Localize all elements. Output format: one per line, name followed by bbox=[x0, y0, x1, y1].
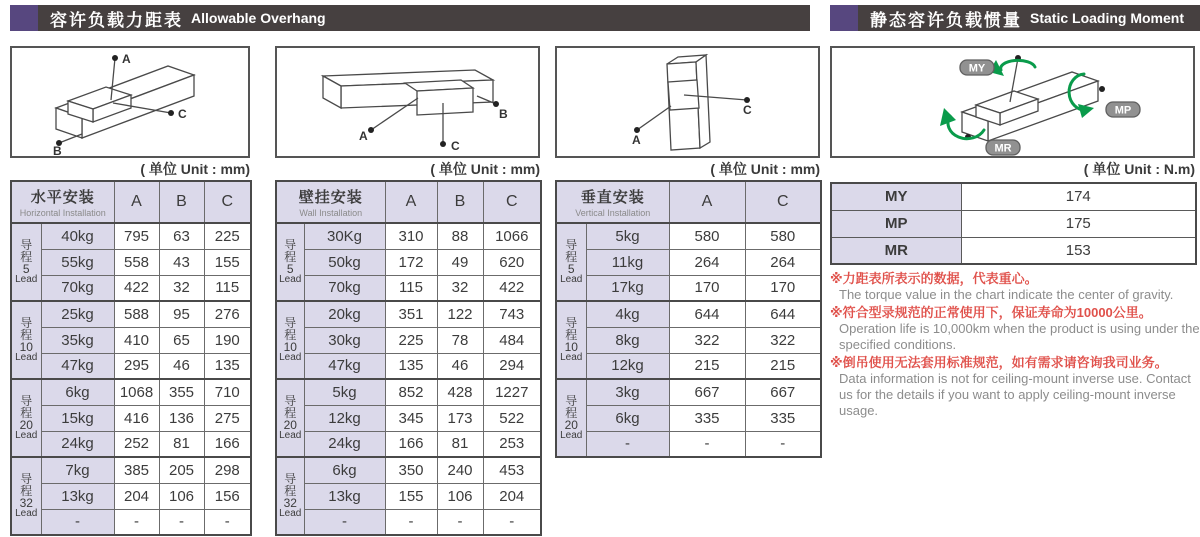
lead-line: 程 bbox=[20, 327, 33, 342]
weight-cell: 6kg bbox=[586, 405, 669, 431]
table-row bbox=[556, 249, 821, 275]
value-a: 580 bbox=[669, 223, 745, 249]
value-a: 350 bbox=[385, 457, 437, 483]
value-a: 225 bbox=[385, 327, 437, 353]
table-row bbox=[556, 353, 821, 379]
table-row bbox=[831, 237, 1196, 264]
table-row bbox=[11, 431, 251, 457]
value-c: 156 bbox=[204, 483, 251, 509]
lead-line: 程 bbox=[284, 327, 297, 342]
lead-group-label bbox=[11, 301, 41, 379]
weight-cell: 40kg bbox=[41, 223, 114, 249]
panel-horizontal bbox=[10, 0, 250, 537]
value-b: 88 bbox=[437, 223, 483, 249]
table-title-en: Wall Installation bbox=[299, 208, 363, 218]
lead-line: 导 bbox=[284, 237, 297, 252]
table-row bbox=[11, 457, 251, 483]
value-c: 422 bbox=[483, 275, 541, 301]
lead-line: 10 bbox=[564, 340, 578, 355]
table-row bbox=[276, 223, 541, 249]
unit-label: ( 单位 Unit : N.m) bbox=[1083, 161, 1195, 177]
table-title bbox=[11, 181, 114, 223]
lead-line: 导 bbox=[565, 393, 578, 408]
value-c: 225 bbox=[204, 223, 251, 249]
value-c: 620 bbox=[483, 249, 541, 275]
moment-label: MR bbox=[831, 237, 961, 264]
my-rotation-arrow bbox=[1001, 60, 1035, 70]
value-b: - bbox=[437, 509, 483, 535]
vertical-install-table bbox=[555, 180, 822, 458]
value-a: 351 bbox=[385, 301, 437, 327]
col-header-b: B bbox=[437, 181, 483, 223]
weight-cell: - bbox=[304, 509, 385, 535]
value-a: 1068 bbox=[114, 379, 159, 405]
value-a: 322 bbox=[669, 327, 745, 353]
footnote-en: The torque value in the chart indicate the center of gravity. bbox=[839, 287, 1174, 302]
value-c: 1066 bbox=[483, 223, 541, 249]
lead-line: 导 bbox=[284, 315, 297, 330]
table-row bbox=[276, 301, 541, 327]
value-b: 32 bbox=[437, 275, 483, 301]
lead-group-label bbox=[556, 379, 586, 457]
moment-value: 153 bbox=[961, 237, 1196, 264]
weight-cell: 24kg bbox=[41, 431, 114, 457]
value-a: 264 bbox=[669, 249, 745, 275]
value-c: 644 bbox=[745, 301, 821, 327]
value-a: 644 bbox=[669, 301, 745, 327]
value-c: 322 bbox=[745, 327, 821, 353]
value-c: 115 bbox=[204, 275, 251, 301]
value-a: 588 bbox=[114, 301, 159, 327]
lead-group-label bbox=[276, 223, 304, 301]
value-b: 106 bbox=[437, 483, 483, 509]
moment-value: 175 bbox=[961, 210, 1196, 237]
unit-label: ( 单位 Unit : mm) bbox=[140, 161, 250, 177]
value-c: 453 bbox=[483, 457, 541, 483]
table-row bbox=[276, 405, 541, 431]
lead-line: 20 bbox=[283, 418, 297, 433]
value-c: 298 bbox=[204, 457, 251, 483]
footnote-en: Operation life is 10,000km when the product is using under the specified conditions. bbox=[839, 321, 1200, 352]
table-row bbox=[11, 301, 251, 327]
table-row bbox=[276, 379, 541, 405]
point-a-dot bbox=[368, 127, 374, 133]
value-a: 170 bbox=[669, 275, 745, 301]
value-c: 484 bbox=[483, 327, 541, 353]
lead-group-label bbox=[276, 457, 304, 535]
value-b: 65 bbox=[159, 327, 204, 353]
value-c: - bbox=[745, 431, 821, 457]
lead-line: Lead bbox=[279, 274, 302, 286]
lead-line: 20 bbox=[564, 418, 578, 433]
value-c: 710 bbox=[204, 379, 251, 405]
weight-cell: 6kg bbox=[41, 379, 114, 405]
lead-line: Lead bbox=[15, 430, 38, 442]
point-c-dot bbox=[168, 110, 174, 116]
col-header-a: A bbox=[669, 181, 745, 223]
lead-line: 5 bbox=[286, 262, 294, 277]
weight-cell: 30Kg bbox=[304, 223, 385, 249]
weight-cell: 55kg bbox=[41, 249, 114, 275]
value-b: 43 bbox=[159, 249, 204, 275]
value-b: 205 bbox=[159, 457, 204, 483]
lead-line: 导 bbox=[284, 393, 297, 408]
table-row bbox=[11, 483, 251, 509]
value-b: 240 bbox=[437, 457, 483, 483]
value-a: 295 bbox=[114, 353, 159, 379]
wall-install-table bbox=[275, 180, 542, 536]
value-b: 355 bbox=[159, 379, 204, 405]
lead-line: Lead bbox=[560, 274, 583, 286]
weight-cell: 12kg bbox=[304, 405, 385, 431]
table-title-zh: 水平安装 bbox=[30, 189, 95, 206]
point-a-label: A bbox=[359, 129, 368, 143]
lead-line: 程 bbox=[20, 405, 33, 420]
header-title-zh: 容许负载力距表 bbox=[50, 10, 183, 30]
value-b: 95 bbox=[159, 301, 204, 327]
weight-cell: 13kg bbox=[41, 483, 114, 509]
lead-line: Lead bbox=[279, 430, 302, 442]
footnote bbox=[830, 304, 1200, 353]
point-c-label: C bbox=[178, 107, 187, 121]
value-b: 78 bbox=[437, 327, 483, 353]
weight-cell: 70kg bbox=[304, 275, 385, 301]
value-b: 173 bbox=[437, 405, 483, 431]
lead-line: 导 bbox=[565, 237, 578, 252]
col-header-c: C bbox=[204, 181, 251, 223]
table-row bbox=[276, 353, 541, 379]
lead-line: 5 bbox=[567, 262, 575, 277]
table-row bbox=[11, 509, 251, 535]
col-header-a: A bbox=[114, 181, 159, 223]
point-a-dot bbox=[112, 55, 118, 61]
moment-table bbox=[830, 182, 1197, 265]
value-c: 276 bbox=[204, 301, 251, 327]
horizontal-install-table bbox=[10, 180, 252, 536]
weight-cell: - bbox=[586, 431, 669, 457]
lead-line: 32 bbox=[19, 496, 33, 511]
moment-label: MP bbox=[831, 210, 961, 237]
lead-line: 5 bbox=[22, 262, 30, 277]
table-row bbox=[276, 509, 541, 535]
lead-line: Lead bbox=[15, 508, 38, 520]
weight-cell: 5kg bbox=[586, 223, 669, 249]
table-row bbox=[276, 431, 541, 457]
weight-cell: 7kg bbox=[41, 457, 114, 483]
value-a: 345 bbox=[385, 405, 437, 431]
lead-line: Lead bbox=[279, 352, 302, 364]
table-title-zh: 壁挂安装 bbox=[298, 189, 363, 206]
lead-line: 程 bbox=[565, 405, 578, 420]
point-a-label: A bbox=[122, 52, 131, 66]
value-c: 204 bbox=[483, 483, 541, 509]
value-a: 204 bbox=[114, 483, 159, 509]
value-a: 135 bbox=[385, 353, 437, 379]
table-row bbox=[831, 210, 1196, 237]
weight-cell: 20kg bbox=[304, 301, 385, 327]
lead-line: 导 bbox=[284, 471, 297, 486]
my-label: MY bbox=[968, 62, 986, 75]
lead-line: Lead bbox=[15, 352, 38, 364]
lead-group-label bbox=[556, 301, 586, 379]
lead-group-label bbox=[276, 301, 304, 379]
lead-line: 导 bbox=[20, 237, 33, 252]
moment-value: 174 bbox=[961, 183, 1196, 210]
value-b: 32 bbox=[159, 275, 204, 301]
value-b: 46 bbox=[159, 353, 204, 379]
wall-install-diagram bbox=[275, 46, 540, 158]
table-row bbox=[276, 275, 541, 301]
table-row bbox=[556, 405, 821, 431]
value-c: 170 bbox=[745, 275, 821, 301]
header-title-en: Allowable Overhang bbox=[191, 10, 326, 26]
col-header-c: C bbox=[483, 181, 541, 223]
header-title-zh: 静态容许负载惯量 bbox=[870, 10, 1022, 30]
weight-cell: 70kg bbox=[41, 275, 114, 301]
value-c: 253 bbox=[483, 431, 541, 457]
value-c: 275 bbox=[204, 405, 251, 431]
table-title bbox=[276, 181, 385, 223]
weight-cell: 30kg bbox=[304, 327, 385, 353]
value-a: 172 bbox=[385, 249, 437, 275]
table-row bbox=[11, 405, 251, 431]
weight-cell: 25kg bbox=[41, 301, 114, 327]
moment-diagram-svg bbox=[832, 48, 1193, 156]
footnote-en: Data information is not for ceiling-mount inverse use. Contact us for the details if you want to apply ceiling-mount inverse usage. bbox=[839, 371, 1191, 418]
point-a-label: A bbox=[632, 133, 641, 147]
table-row bbox=[11, 249, 251, 275]
value-b: 428 bbox=[437, 379, 483, 405]
footnote bbox=[830, 270, 1200, 303]
value-c: 667 bbox=[745, 379, 821, 405]
lead-line: 32 bbox=[283, 496, 297, 511]
point-c-label: C bbox=[451, 139, 460, 153]
lead-line: 导 bbox=[565, 315, 578, 330]
col-header-c: C bbox=[745, 181, 821, 223]
table-row bbox=[556, 301, 821, 327]
panel-wall bbox=[275, 0, 540, 537]
value-c: - bbox=[483, 509, 541, 535]
value-c: 1227 bbox=[483, 379, 541, 405]
table-row bbox=[276, 483, 541, 509]
lead-line: Lead bbox=[560, 430, 583, 442]
lead-line: 程 bbox=[284, 249, 297, 264]
table-title-en: Horizontal Installation bbox=[19, 208, 106, 218]
value-c: 166 bbox=[204, 431, 251, 457]
table-row bbox=[11, 223, 251, 249]
value-b: 49 bbox=[437, 249, 483, 275]
value-c: 135 bbox=[204, 353, 251, 379]
moment-label: MY bbox=[831, 183, 961, 210]
value-a: 410 bbox=[114, 327, 159, 353]
value-b: 81 bbox=[159, 431, 204, 457]
lead-line: 10 bbox=[283, 340, 297, 355]
lead-line: 程 bbox=[20, 249, 33, 264]
lead-line: 程 bbox=[284, 405, 297, 420]
weight-cell: 35kg bbox=[41, 327, 114, 353]
lead-line: 导 bbox=[20, 315, 33, 330]
value-a: 558 bbox=[114, 249, 159, 275]
value-a: 422 bbox=[114, 275, 159, 301]
table-row bbox=[276, 457, 541, 483]
value-a: 155 bbox=[385, 483, 437, 509]
value-b: 46 bbox=[437, 353, 483, 379]
table-row bbox=[11, 353, 251, 379]
moment-diagram bbox=[830, 46, 1195, 158]
lead-line: Lead bbox=[15, 274, 38, 286]
mp-label: MP bbox=[1114, 104, 1132, 117]
footnote-zh: ※力距表所表示的数据，代表重心。 bbox=[830, 271, 1038, 286]
col-header-b: B bbox=[159, 181, 204, 223]
table-title-zh: 垂直安装 bbox=[580, 189, 645, 206]
lead-line: Lead bbox=[279, 508, 302, 520]
value-a: 252 bbox=[114, 431, 159, 457]
weight-cell: 15kg bbox=[41, 405, 114, 431]
value-a: 416 bbox=[114, 405, 159, 431]
unit-label: ( 单位 Unit : mm) bbox=[430, 161, 540, 177]
table-row bbox=[11, 327, 251, 353]
table-row bbox=[276, 249, 541, 275]
value-c: 522 bbox=[483, 405, 541, 431]
weight-cell: 24kg bbox=[304, 431, 385, 457]
weight-cell: 11kg bbox=[586, 249, 669, 275]
header-title-en: Static Loading Moment bbox=[1030, 10, 1184, 26]
value-a: 166 bbox=[385, 431, 437, 457]
footnote-zh: ※倒吊使用无法套用标准规范，如有需求请咨询我司业务。 bbox=[830, 355, 1168, 370]
horizontal-install-diagram bbox=[10, 46, 250, 158]
point-c-dot bbox=[440, 141, 446, 147]
unit-label: ( 单位 Unit : mm) bbox=[710, 161, 820, 177]
value-c: 294 bbox=[483, 353, 541, 379]
value-b: 106 bbox=[159, 483, 204, 509]
lead-line: 导 bbox=[20, 471, 33, 486]
value-a: 310 bbox=[385, 223, 437, 249]
lead-line: 导 bbox=[20, 393, 33, 408]
value-a: - bbox=[385, 509, 437, 535]
table-row bbox=[11, 275, 251, 301]
value-a: 215 bbox=[669, 353, 745, 379]
value-a: - bbox=[114, 509, 159, 535]
weight-cell: 47kg bbox=[41, 353, 114, 379]
weight-cell: 13kg bbox=[304, 483, 385, 509]
point-c-label: C bbox=[743, 103, 752, 117]
table-row bbox=[556, 431, 821, 457]
value-c: 743 bbox=[483, 301, 541, 327]
value-b: 122 bbox=[437, 301, 483, 327]
value-a: 115 bbox=[385, 275, 437, 301]
value-b: 81 bbox=[437, 431, 483, 457]
weight-cell: 17kg bbox=[586, 275, 669, 301]
lead-line: 程 bbox=[284, 483, 297, 498]
weight-cell: - bbox=[41, 509, 114, 535]
weight-cell: 8kg bbox=[586, 327, 669, 353]
value-a: 852 bbox=[385, 379, 437, 405]
mr-label: MR bbox=[994, 142, 1012, 155]
value-c: 190 bbox=[204, 327, 251, 353]
value-a: 335 bbox=[669, 405, 745, 431]
value-c: 155 bbox=[204, 249, 251, 275]
weight-cell: 6kg bbox=[304, 457, 385, 483]
vertical-install-diagram bbox=[555, 46, 820, 158]
footnotes bbox=[830, 270, 1200, 420]
value-a: 667 bbox=[669, 379, 745, 405]
weight-cell: 50kg bbox=[304, 249, 385, 275]
lead-group-label bbox=[11, 457, 41, 535]
vertical-diagram-svg bbox=[557, 48, 818, 156]
value-c: 580 bbox=[745, 223, 821, 249]
horizontal-diagram-svg bbox=[12, 48, 248, 156]
lead-line: 程 bbox=[20, 483, 33, 498]
table-row bbox=[556, 379, 821, 405]
lead-line: 程 bbox=[565, 249, 578, 264]
weight-cell: 4kg bbox=[586, 301, 669, 327]
point-b-label: B bbox=[53, 144, 62, 156]
weight-cell: 3kg bbox=[586, 379, 669, 405]
panel-moment bbox=[830, 0, 1200, 537]
table-title bbox=[556, 181, 669, 223]
footnote bbox=[830, 354, 1200, 419]
lead-line: 程 bbox=[565, 327, 578, 342]
table-row bbox=[831, 183, 1196, 210]
table-row bbox=[556, 223, 821, 249]
lead-group-label bbox=[276, 379, 304, 457]
weight-cell: 12kg bbox=[586, 353, 669, 379]
table-row bbox=[556, 275, 821, 301]
wall-diagram-svg bbox=[277, 48, 538, 156]
value-a: 795 bbox=[114, 223, 159, 249]
value-b: 63 bbox=[159, 223, 204, 249]
panel-vertical bbox=[555, 0, 820, 537]
value-c: 215 bbox=[745, 353, 821, 379]
lead-line: Lead bbox=[560, 352, 583, 364]
value-c: - bbox=[204, 509, 251, 535]
lead-group-label bbox=[11, 379, 41, 457]
weight-cell: 5kg bbox=[304, 379, 385, 405]
mp-arrowhead bbox=[1078, 104, 1094, 118]
table-row bbox=[276, 327, 541, 353]
lead-line: 10 bbox=[19, 340, 33, 355]
table-row bbox=[11, 379, 251, 405]
lead-group-label bbox=[556, 223, 586, 301]
value-b: 136 bbox=[159, 405, 204, 431]
footnote-zh: ※符合型录规范的正常使用下，保证寿命为10000公里。 bbox=[830, 305, 1152, 320]
lead-group-label bbox=[11, 223, 41, 301]
lead-line: 20 bbox=[19, 418, 33, 433]
value-b: - bbox=[159, 509, 204, 535]
value-c: 335 bbox=[745, 405, 821, 431]
table-row bbox=[556, 327, 821, 353]
value-a: - bbox=[669, 431, 745, 457]
value-c: 264 bbox=[745, 249, 821, 275]
table-title-en: Vertical Installation bbox=[575, 208, 651, 218]
weight-cell: 47kg bbox=[304, 353, 385, 379]
value-a: 385 bbox=[114, 457, 159, 483]
col-header-a: A bbox=[385, 181, 437, 223]
point-b-label: B bbox=[499, 107, 508, 121]
